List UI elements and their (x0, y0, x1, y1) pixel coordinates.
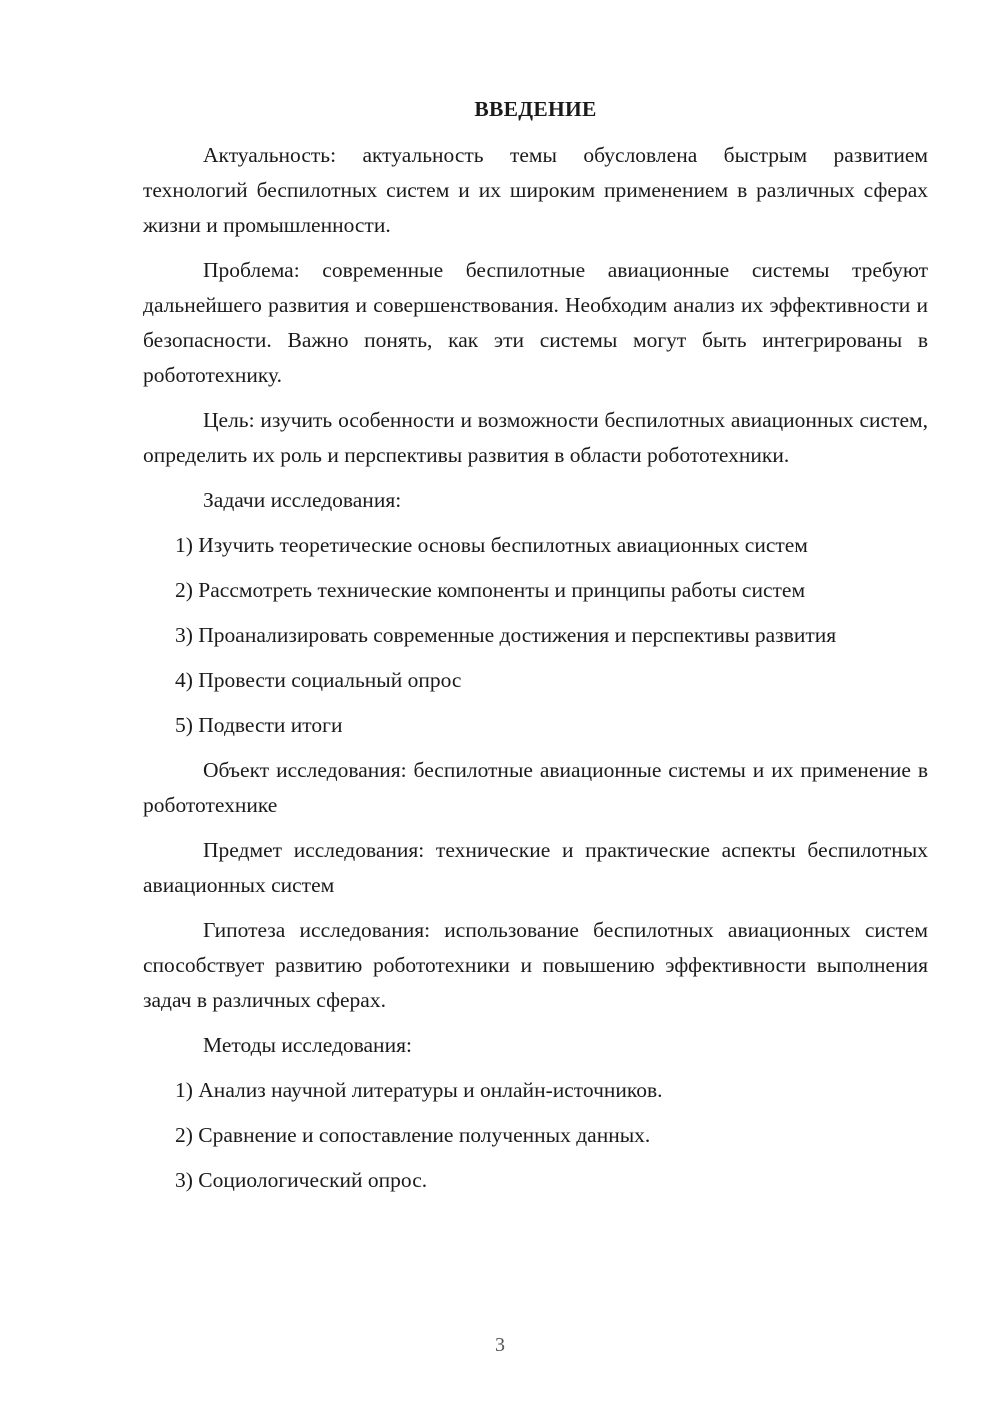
tasks-heading: Задачи исследования: (203, 488, 402, 512)
subject-paragraph: Предмет исследования: технические и практические аспекты беспилотных авиационных систем (143, 838, 928, 897)
page-number: 3 (495, 1334, 505, 1356)
task-item-5: 5) Подвести итоги (175, 713, 343, 737)
task-item-2: 2) Рассмотреть технические компоненты и принципы работы систем (175, 578, 806, 602)
hypothesis-paragraph: Гипотеза исследования: использование беспилотных авиационных систем способствует развитию робототехники и повышению эффективности выполнения задач в различных сферах. (143, 918, 928, 1012)
document-body (143, 94, 928, 1208)
method-item-1: 1) Анализ научной литературы и онлайн-источников. (175, 1078, 663, 1102)
task-item-4: 4) Провести социальный опрос (175, 668, 462, 692)
problem-paragraph: Проблема: современные беспилотные авиационные системы требуют дальнейшего развития и совершенствования. Необходим анализ их эффективности и безопасности. Важно понять, как эти системы могут быть интегрированы в робототехнику. (143, 258, 928, 387)
relevance-paragraph: Актуальность: актуальность темы обусловлена быстрым развитием технологий беспилотных систем и их широким применением в различных сферах жизни и промышленности. (143, 143, 928, 237)
task-item-1: 1) Изучить теоретические основы беспилотных авиационных систем (175, 533, 808, 557)
object-paragraph: Объект исследования: беспилотные авиационные системы и их применение в робототехнике (143, 758, 928, 817)
methods-heading: Методы исследования: (203, 1033, 412, 1057)
method-item-3: 3) Социологический опрос. (175, 1168, 428, 1192)
goal-paragraph: Цель: изучить особенности и возможности беспилотных авиационных систем, определить их роль и перспективы развития в области робототехники. (143, 408, 928, 467)
method-item-2: 2) Сравнение и сопоставление полученных данных. (175, 1123, 651, 1147)
task-item-3: 3) Проанализировать современные достижения и перспективы развития (175, 623, 837, 647)
section-title: ВВЕДЕНИЕ (474, 97, 597, 121)
